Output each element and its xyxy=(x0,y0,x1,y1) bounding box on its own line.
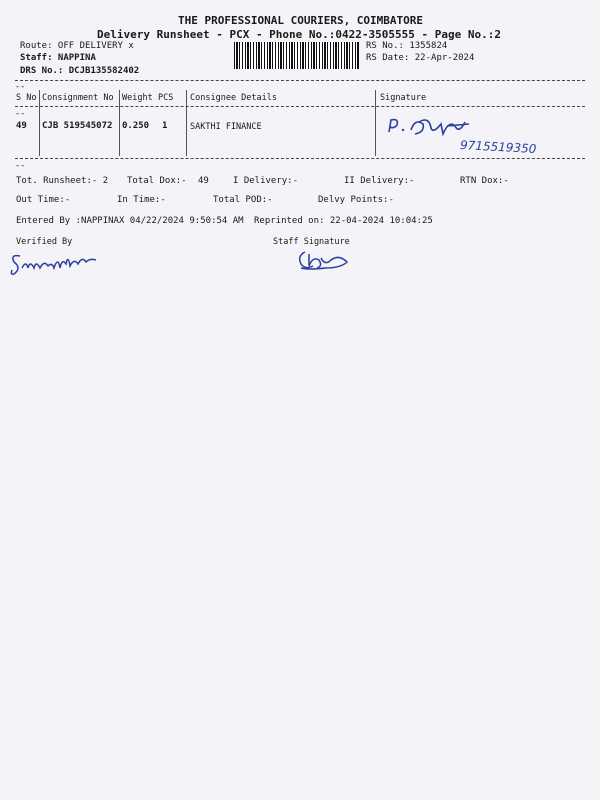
verified-by-label: Verified By xyxy=(16,237,73,247)
rs-number: RS No.: 1355824 xyxy=(366,41,448,51)
column-divider xyxy=(375,90,376,156)
col-header-signature: Signature xyxy=(380,93,427,103)
reprinted-on: Reprinted on: 22-04-2024 10:04:25 xyxy=(254,216,433,226)
row-sno: 49 xyxy=(16,121,27,131)
column-divider xyxy=(119,90,120,156)
col-header-sno: S No xyxy=(16,93,37,103)
in-time: In Time:- xyxy=(117,195,166,205)
tot-runsheet: Tot. Runsheet:- 2 xyxy=(16,176,109,186)
total-dox: Total Dox:- xyxy=(127,176,187,186)
row-consignee: SAKTHI FINANCE xyxy=(190,122,262,132)
dash-marker: -- xyxy=(15,82,26,92)
row-weight: 0.250 xyxy=(122,121,150,131)
i-delivery: I Delivery:- xyxy=(233,176,299,186)
handwritten-phone: 9715519350 xyxy=(459,138,537,156)
dash-marker: -- xyxy=(15,161,26,171)
divider xyxy=(15,80,585,81)
barcode-icon xyxy=(234,42,359,69)
runsheet-title: Delivery Runsheet - PCX - Phone No.:0422-3505555 - Page No.:2 xyxy=(97,28,501,41)
delvy-points: Delvy Points:- xyxy=(318,195,394,205)
route: Route: OFF DELIVERY x xyxy=(20,41,134,51)
staff-signature-icon xyxy=(295,246,355,274)
row-pcs: 1 xyxy=(162,121,168,131)
ii-delivery: II Delivery:- xyxy=(344,176,415,186)
staff-signature-label: Staff Signature xyxy=(273,237,350,247)
entered-by: Entered By :NAPPINAX 04/22/2024 9:50:54 AM xyxy=(16,216,244,226)
divider xyxy=(15,158,585,159)
total-pod: Total POD:- xyxy=(213,195,273,205)
rs-date: RS Date: 22-Apr-2024 xyxy=(366,53,475,63)
dash-marker: -- xyxy=(15,109,26,119)
column-divider xyxy=(186,90,187,156)
rtn-dox: RTN Dox:- xyxy=(460,176,509,186)
staff: Staff: NAPPINA xyxy=(20,53,96,63)
column-divider xyxy=(39,90,40,156)
out-time: Out Time:- xyxy=(16,195,71,205)
row-consignment: CJB 519545072 xyxy=(42,121,113,131)
total-dox-value: 49 xyxy=(198,176,209,186)
col-header-consignee: Consignee Details xyxy=(190,93,277,103)
col-header-pcs: PCS xyxy=(158,93,174,103)
divider xyxy=(15,106,585,107)
col-header-consignment: Consignment No xyxy=(42,93,114,103)
col-header-weight: Weight xyxy=(122,93,153,103)
verified-by-signature-icon xyxy=(8,248,103,278)
drs-number: DRS No.: DCJB135582402 xyxy=(20,66,140,76)
company-name: THE PROFESSIONAL COURIERS, COIMBATORE xyxy=(178,14,424,27)
